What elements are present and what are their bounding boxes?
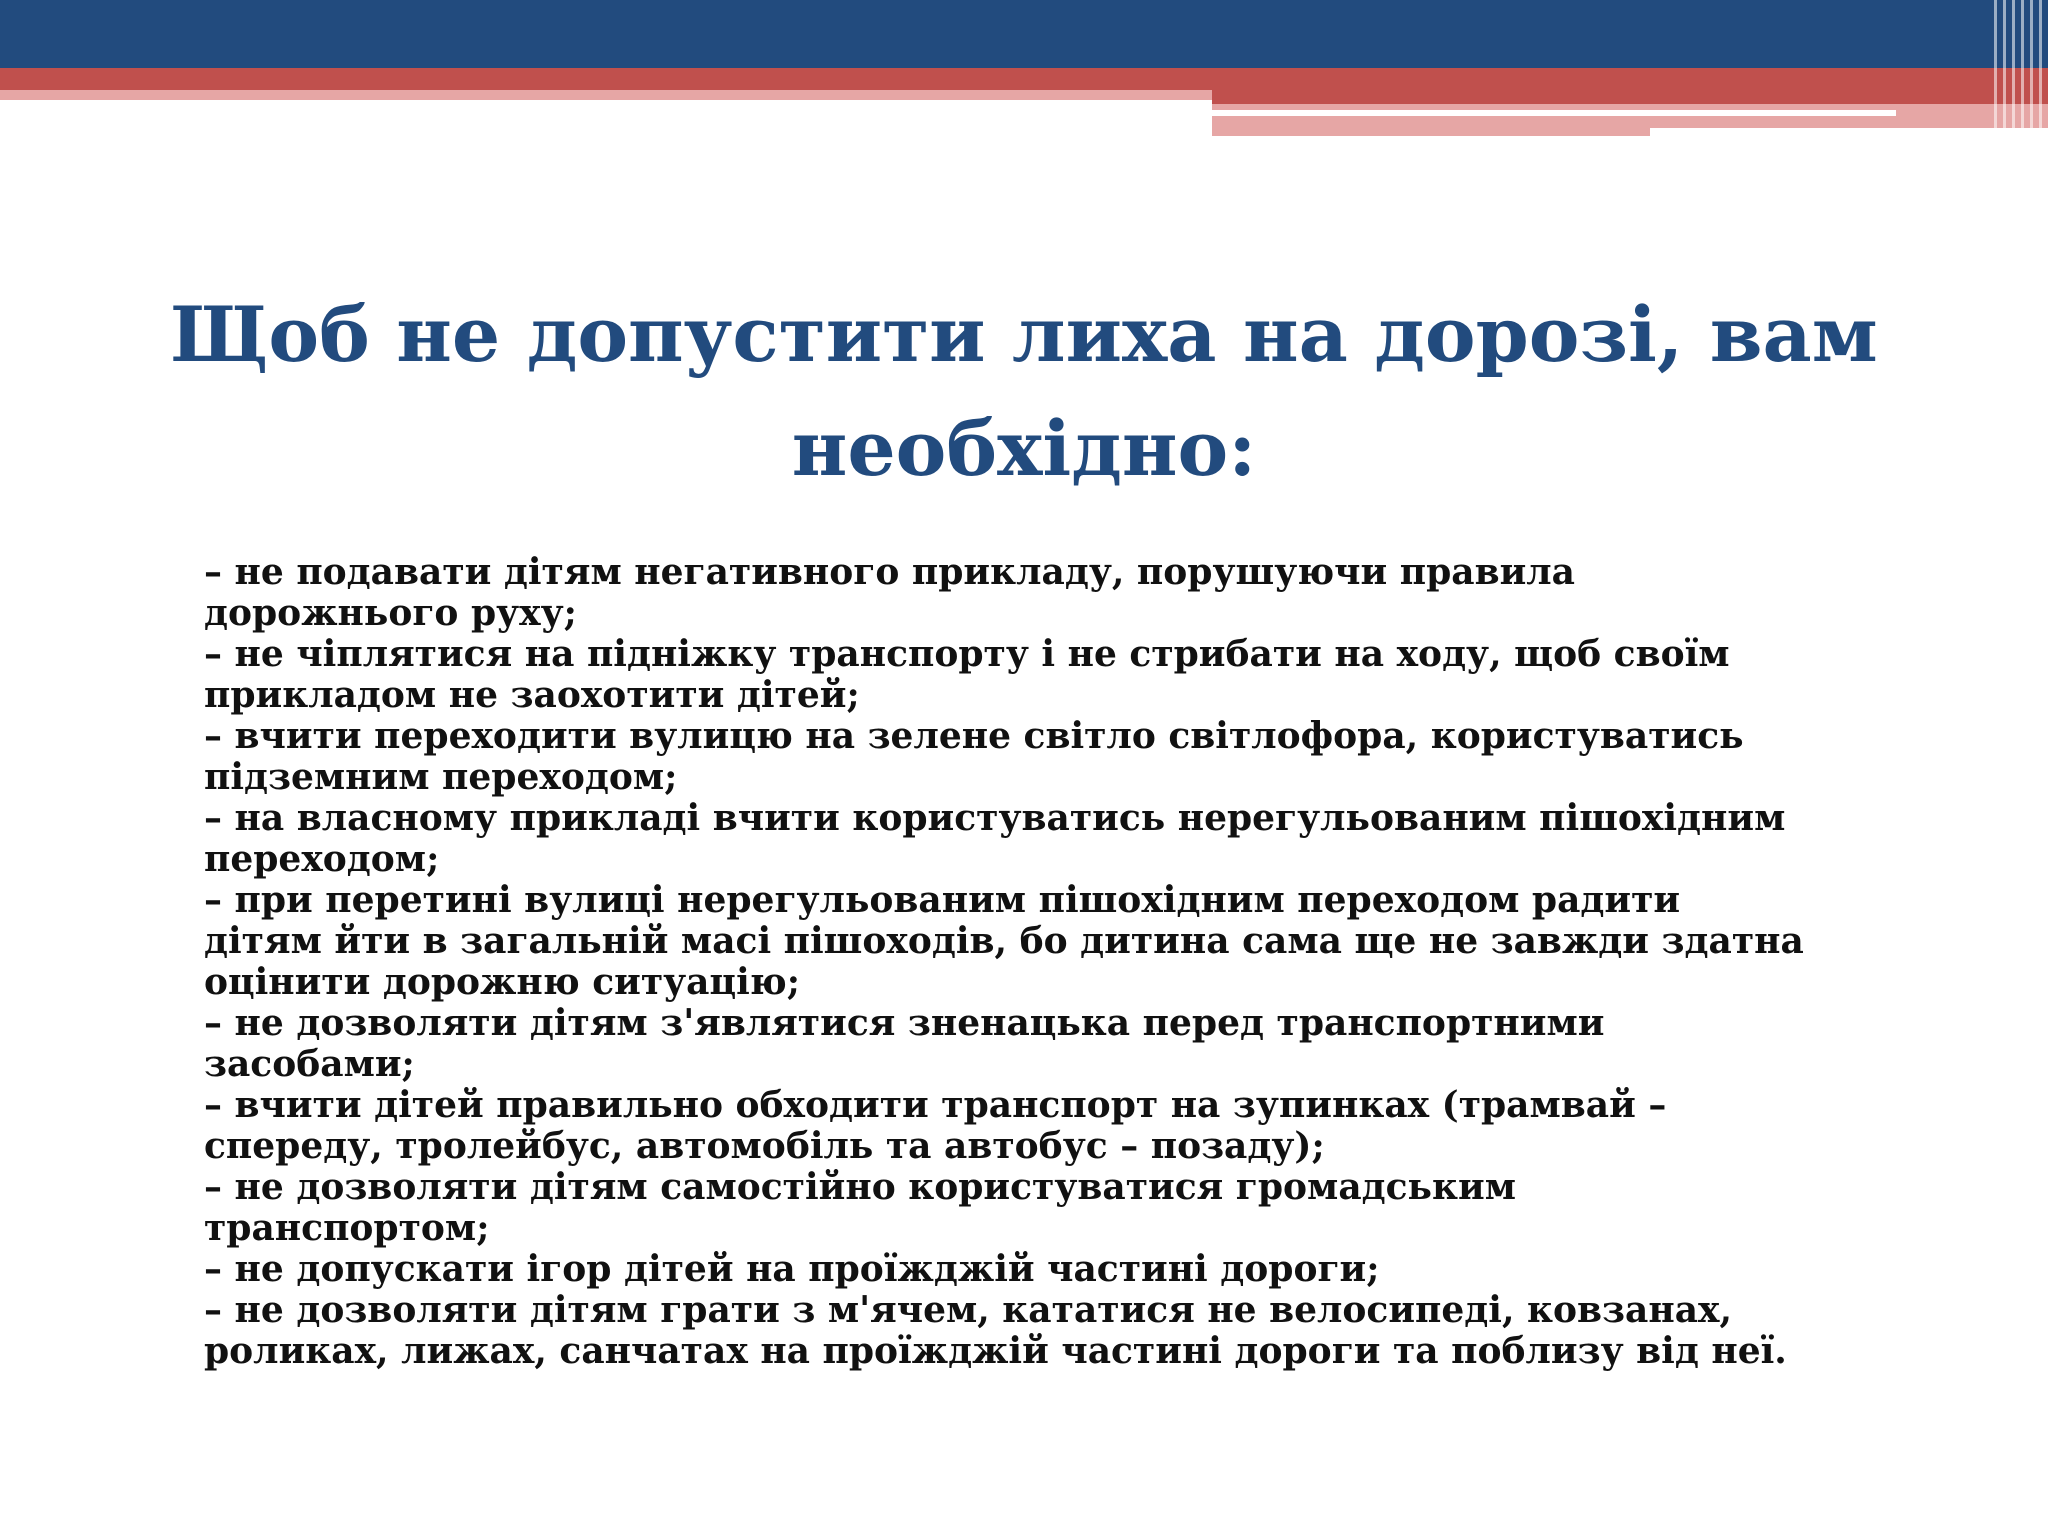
slide-title [140,278,1908,506]
body-line: – на власному прикладі вчити користуватись нерегульованим пішохідним [204,797,1786,839]
header-white-line [1212,110,1896,116]
body-line: – не дозволяти дітям з'являтися зненацька перед транспортними [204,1002,1605,1044]
body-line: – при перетині вулиці нерегульованим пішохідним переходом радити [204,879,1681,921]
body-line: засобами; [204,1043,415,1085]
header-band-blue [0,0,2048,68]
slide-body [204,552,1964,1372]
slide-title-line-1: Щоб не допустити лиха на дорозі, вам [170,290,1878,379]
header-band-red [0,68,2048,90]
body-line: – не дозволяти дітям грати з м'ячем, кататися не велосипеді, ковзанах, [204,1289,1733,1331]
body-line: дорожнього руху; [204,592,577,634]
header-band-red-right [1212,90,2048,104]
body-line: – вчити переходити вулицю на зелене світло світлофора, користуватись [204,715,1744,757]
body-line: переходом; [204,838,440,880]
body-line: – не подавати дітям негативного прикладу, порушуючи правила [204,551,1576,593]
body-line: прикладом не заохотити дітей; [204,674,860,716]
body-line: оцінити дорожню ситуацію; [204,961,800,1003]
body-line: – не дозволяти дітям самостійно користуватися громадським [204,1166,1516,1208]
body-line: – вчити дітей правильно обходити транспорт на зупинках (трамвай – [204,1084,1667,1126]
body-line: – не чіплятися на підніжку транспорту і не стрибати на ходу, щоб своїм [204,633,1730,675]
header-stripes [1988,0,2048,138]
header-band-pink-left [0,90,1212,100]
body-line: роликах, лижах, санчатах на проїжджій частині дороги та поблизу від неї. [204,1330,1787,1372]
body-line: транспортом; [204,1207,490,1249]
slide-title-line-2: необхідно: [791,404,1257,493]
body-line: спереду, тролейбус, автомобіль та автобус – позаду); [204,1125,1325,1167]
body-line: дітям йти в загальній масі пішоходів, бо дитина сама ще не завжди здатна [204,920,1804,962]
body-line: – не допускати ігор дітей на проїжджій частині дороги; [204,1248,1380,1290]
body-line: підземним переходом; [204,756,678,798]
